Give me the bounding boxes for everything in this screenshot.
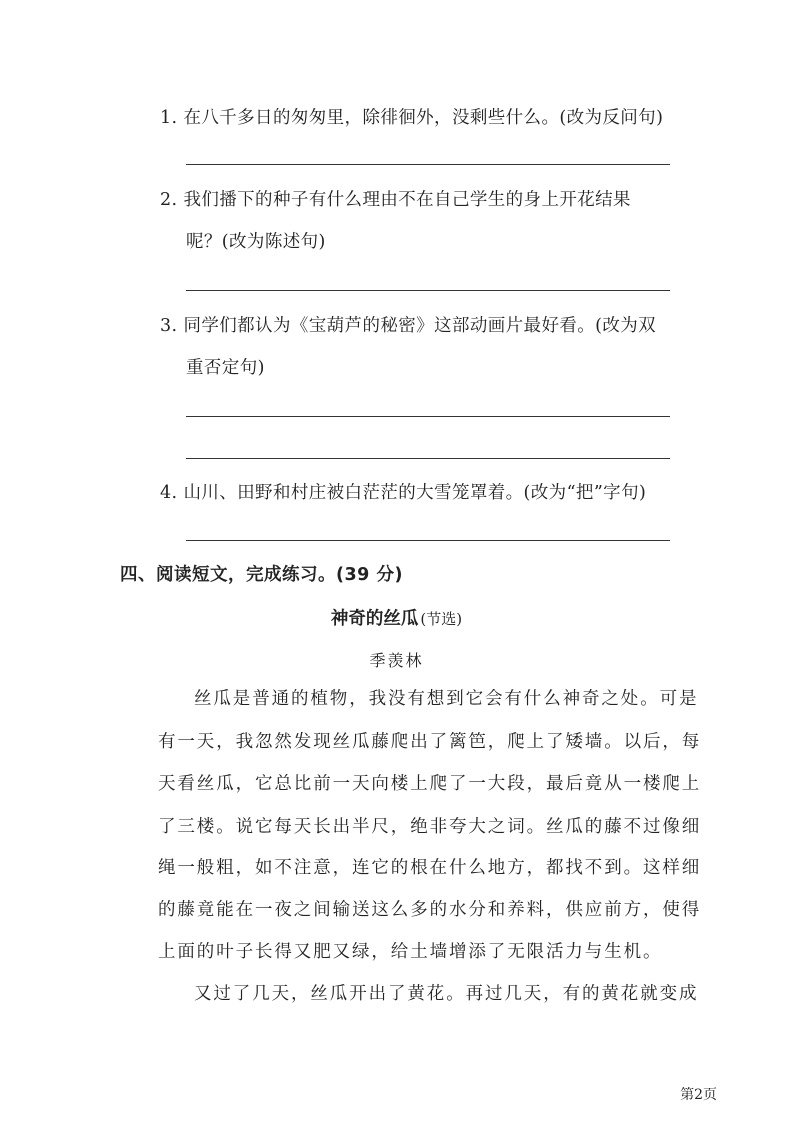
question-2-answer-line[interactable] (186, 290, 670, 291)
question-1-answer-line[interactable] (186, 164, 670, 165)
passage-line-2: 有一天，我忽然发现丝瓜藤爬出了篱笆，爬上了矮墙。以后，每 (158, 732, 702, 752)
question-4-text: 4. 山川、田野和村庄被白茫茫的大雪笼罩着。(改为“把”字句) (160, 483, 647, 503)
question-3-answer-line-2[interactable] (186, 458, 670, 459)
section-4-heading: 四、阅读短文，完成练习。(39 分) (120, 565, 403, 585)
question-3-text-line-1: 3. 同学们都认为《宝葫芦的秘密》这部动画片最好看。(改为双 (160, 316, 657, 336)
passage-title-main: 神奇的丝瓜 (330, 609, 419, 629)
passage-title (0, 605, 793, 630)
question-2-text-line-2: 呢？(改为陈述句) (186, 232, 326, 252)
question-4-answer-line[interactable] (186, 540, 670, 541)
question-3-answer-line-1[interactable] (186, 416, 670, 417)
question-2-text-line-1: 2. 我们播下的种子有什么理由不在自己学生的身上开花结果 (160, 190, 631, 210)
passage-author: 季羡林 (369, 651, 424, 670)
question-3-text-line-2: 重否定句) (186, 358, 265, 378)
passage-line-6: 的藤竟能在一夜之间输送这么多的水分和养料，供应前方，使得 (158, 900, 702, 920)
passage-line-3: 天看丝瓜，它总比前一天向楼上爬了一大段，最后竟从一楼爬上 (158, 774, 702, 794)
passage-line-7: 上面的叶子长得又肥又绿，给土墙增添了无限活力与生机。 (158, 942, 663, 962)
passage-line-1: 丝瓜是普通的植物，我没有想到它会有什么神奇之处。可是 (194, 689, 699, 709)
passage-line-5: 绳一般粗，如不注意，连它的根在什么地方，都找不到。这样细 (158, 858, 702, 878)
question-1-text: 1. 在八千多日的匆匆里，除徘徊外，没剩些什么。(改为反问句) (160, 108, 664, 128)
passage-title-subtitle: (节选) (420, 610, 463, 628)
passage-line-4: 了三楼。说它每天长出半尺，绝非夸大之词。丝瓜的藤不过像细 (158, 817, 702, 837)
page-number: 第2页 (680, 1087, 717, 1103)
passage-line-8: 又过了几天，丝瓜开出了黄花。再过几天，有的黄花就变成 (194, 984, 699, 1004)
